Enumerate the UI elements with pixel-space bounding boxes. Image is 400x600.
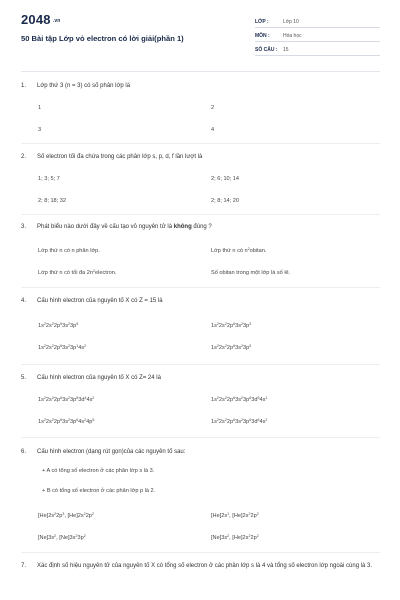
separator bbox=[21, 437, 380, 438]
site-logo[interactable]: 2048 .vn bbox=[21, 12, 61, 27]
option-4c[interactable]: $1s^22s^22p^63s^23p^14s^2$ bbox=[38, 344, 87, 351]
option-4a[interactable]: $1s^22s^22p^53s^23p^5$ bbox=[38, 322, 79, 329]
separator bbox=[21, 287, 380, 288]
option-1b[interactable]: 2 bbox=[211, 105, 215, 111]
separator bbox=[21, 364, 380, 365]
condition-b: + B có tổng số electron ở các phân lớp p là 2. bbox=[42, 488, 156, 494]
option-6b[interactable]: $[He]2s^1$, $[He]2s^22p^2$ bbox=[211, 512, 259, 519]
separator bbox=[21, 214, 380, 215]
option-1c[interactable]: 3 bbox=[38, 127, 42, 133]
option-3c[interactable]: Lớp thứ n có tối đa $2n^2electron$. bbox=[38, 269, 117, 276]
meta-subject: MÔN : Hóa học bbox=[255, 30, 380, 42]
option-1d[interactable]: 4 bbox=[211, 127, 215, 133]
option-2d[interactable]: 2; 8; 14; 20 bbox=[211, 198, 239, 204]
condition-a: + A có tổng số electron ở các phân lớp s là 3. bbox=[42, 468, 155, 474]
option-2a[interactable]: 1; 3; 5; 7 bbox=[38, 176, 60, 182]
option-5c[interactable]: $1s^22s^22p^63s^23p^64s^24p^5$ bbox=[38, 418, 95, 425]
meta-question-count: SỐ CÂU : 15 bbox=[255, 44, 380, 56]
page-title: 50 Bài tập Lớp vỏ electron có lời giải(phần 1) bbox=[21, 34, 184, 43]
option-4d[interactable]: $1s^22s^22p^63s^23p^5$ bbox=[211, 344, 252, 351]
option-2c[interactable]: 2; 8; 18; 32 bbox=[38, 198, 66, 204]
separator bbox=[21, 552, 380, 553]
page-header bbox=[0, 0, 400, 76]
option-3d[interactable]: Số obitan trong một lớp là số lẻ. bbox=[211, 270, 291, 276]
option-4b[interactable]: $1s^22s^22p^63s^23p^3$ bbox=[211, 322, 252, 329]
option-3a[interactable]: Lớp thứ n có n phân lớp. bbox=[38, 248, 100, 254]
option-6d[interactable]: $[Ne]3s^2$, $[He]2s^22p^2$ bbox=[211, 534, 259, 541]
separator bbox=[21, 143, 380, 144]
option-1a[interactable]: 1 bbox=[38, 105, 42, 111]
option-3b[interactable]: Lớp thứ n có $n^2obitan$. bbox=[211, 247, 267, 254]
header-divider bbox=[21, 71, 380, 72]
meta-grade: LỚP : Lớp 10 bbox=[255, 16, 380, 28]
option-5b[interactable]: $1s^22s^22p^63s^23p^63d^54s^1$ bbox=[211, 396, 268, 403]
option-5a[interactable]: $1s^22s^22p^63s^23p^63d^44s^2$ bbox=[38, 396, 95, 403]
option-6a[interactable]: $[He]2s^22p^3$, $[He]2s^22p^2$ bbox=[38, 512, 94, 519]
option-2b[interactable]: 2; 6; 10; 14 bbox=[211, 176, 239, 182]
option-6c[interactable]: $[Ne]3s^2$, $[Ne]3s^23p^2$ bbox=[38, 534, 86, 541]
option-5d[interactable]: $1s^22s^22p^63s^23p^63d^64s^2$ bbox=[211, 418, 268, 425]
